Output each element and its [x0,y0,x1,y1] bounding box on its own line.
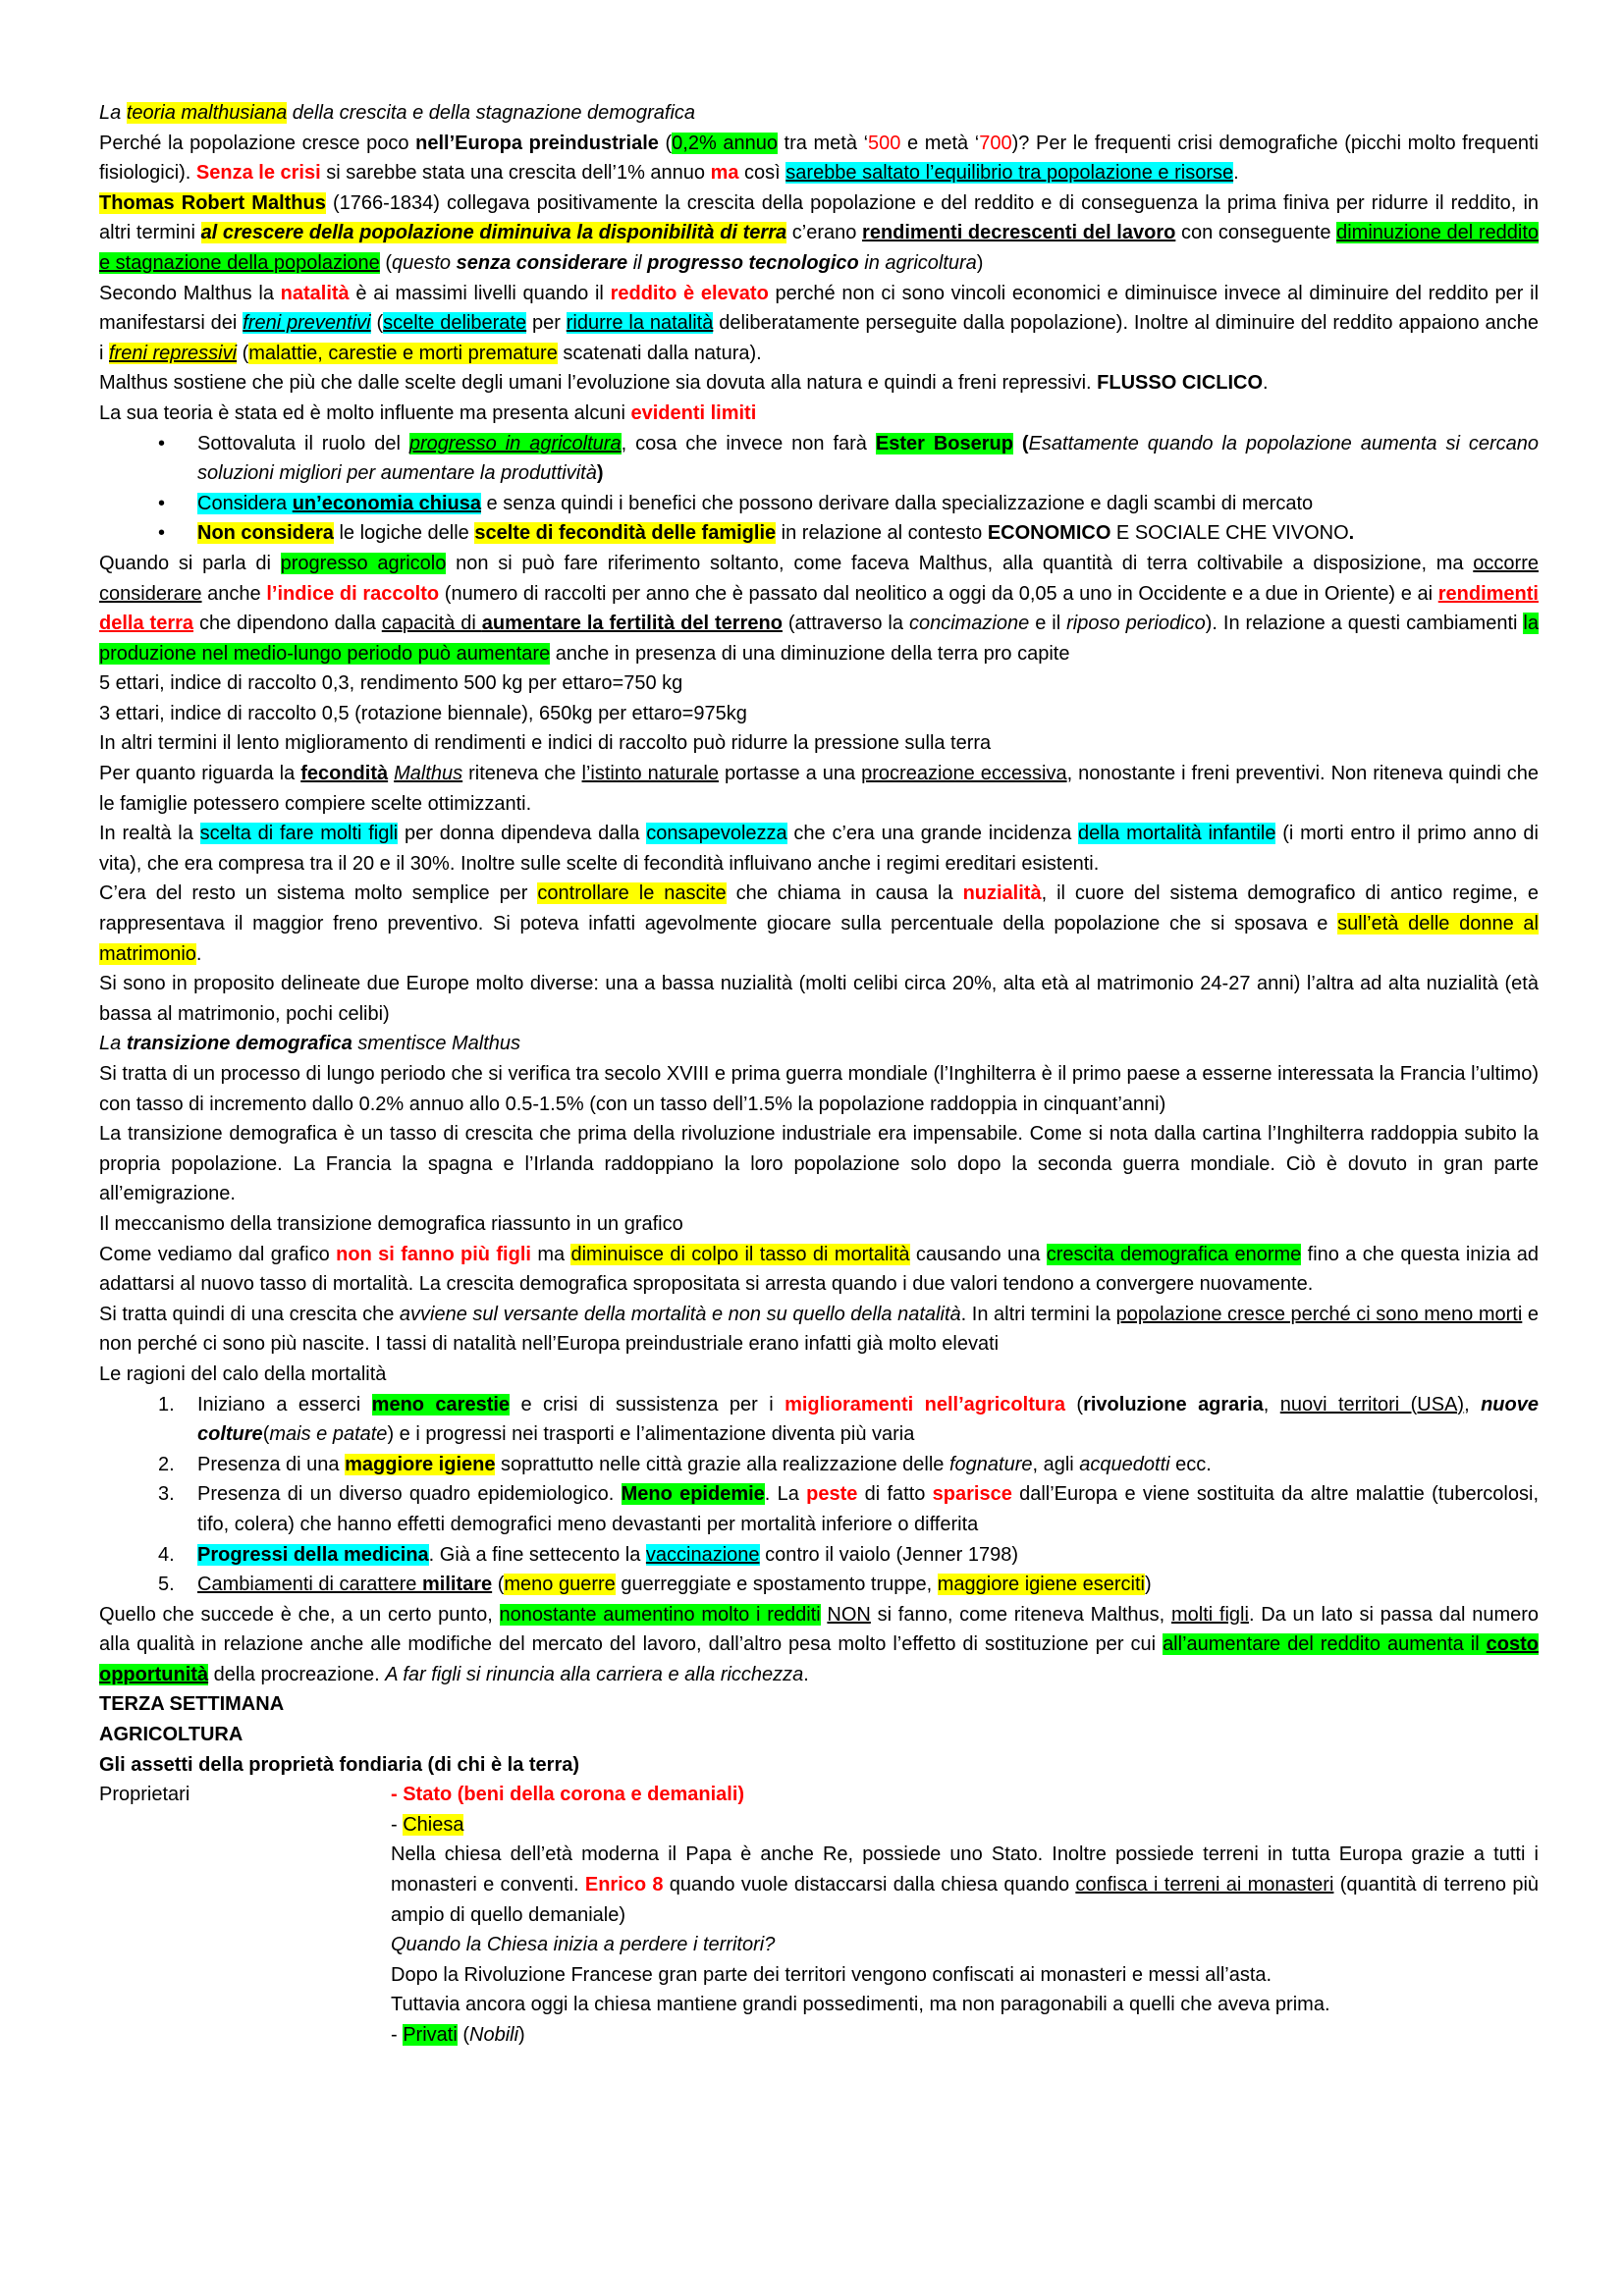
highlighted-text: meno guerre [504,1574,616,1596]
text-run: ) [976,251,984,274]
highlighted-text: costo opportunità [99,1633,1539,1685]
text-run: , nonostante i freni preventivi. Non riteneva quindi che le famiglie potessero compiere scelte ottimizzanti. [99,763,1540,815]
paragraph [99,819,1539,879]
text-run: - Stato (beni della corona e demaniali) [391,1784,745,1806]
text-run: La [99,102,127,124]
text-run: Senza le crisi [195,162,321,185]
item-text [197,489,1539,519]
text-run: Le ragioni del calo della mortalità [99,1362,387,1385]
item-number: 5. [158,1574,175,1596]
paragraph [99,1600,1539,1690]
text-run: ( [237,342,249,364]
text-run: - [391,2024,404,2046]
text-run: ( [379,251,392,274]
highlighted-text: 0,2% annuo [672,132,778,154]
bullet-item [99,518,1539,549]
highlighted-text: la produzione nel medio-lungo periodo può aumentare [99,613,1539,665]
text-run: Come vediamo dal grafico [99,1243,337,1265]
text-run: in agricoltura [858,251,977,274]
text-run: . [1348,522,1355,545]
text-run: si fanno, come riteneva Malthus, [870,1603,1171,1626]
text-run: . Da un lato si passa dal numero alla qualità in relazione anche alle modifiche del mercato del lavoro, dall’altro pesa molto l’effetto di sostituzione per cui [99,1603,1540,1656]
text-run: Nobili [469,2024,519,2046]
text-run: e metà ‘ [900,132,980,154]
text-run: confisca i terreni ai monasteri [1075,1874,1334,1896]
text-run: transizione demografica [126,1033,352,1055]
document-body [99,98,1539,1780]
bullet-item [99,429,1539,489]
numbered-item [99,1479,1539,1539]
highlighted-text: diminuisce di colpo il tasso di mortalità [570,1243,910,1265]
text-run: A far figli si rinuncia alla carriera e alla ricchezza [385,1663,804,1685]
item-text [197,1390,1539,1450]
text-run: NON [827,1603,871,1626]
text-run: concimazione [908,613,1030,635]
highlighted-text: vaccinazione [645,1543,760,1566]
text-run: . Già a fine settecento la [428,1543,646,1566]
text-run: portasse a una [718,763,862,785]
text-run: avviene sul versante della mortalità e non su quello della natalità [399,1303,961,1325]
text-run: In altri termini il lento miglioramento di rendimenti e indici di raccolto può ridurre la pressione sulla terra [99,732,992,755]
paragraph [99,1029,1539,1059]
highlighted-text: malattie, carestie e morti premature [248,342,558,364]
text-run: rivoluzione agraria [1083,1393,1264,1415]
text-run: mais e patate [269,1423,388,1446]
text-run: Iniziano a esserci [197,1393,372,1415]
text-run: Si tratta quindi di una crescita che [99,1303,400,1325]
text-run: l’istinto naturale [581,763,719,785]
ownership-entry [391,1930,1539,1960]
paragraph [99,368,1539,399]
paragraph [99,279,1539,369]
text-run: Si sono in proposito delineate due Europe molto diverse: una a bassa nuzialità (molti celibi circa 20%, alta età al matrimonio 24-27 anni) l’altra ad alta nuzialità (età bassa al matrimonio, pochi celibi) [99,973,1539,1025]
text-run: popolazione cresce perché ci sono meno morti [1115,1303,1523,1325]
text-run: e il [1029,613,1067,635]
text-run: di fatto [857,1483,933,1506]
text-run: l’indice di raccolto [266,582,440,605]
paragraph [99,549,1539,668]
item-number: 1. [158,1393,175,1415]
text-run: . [1233,162,1239,185]
text-run: . [195,942,202,965]
text-run: causando una [909,1243,1047,1265]
ownership-entry [391,1990,1539,2020]
highlighted-text: sull’età delle donne al matrimonio [99,913,1539,965]
text-run: anche in presenza di una diminuzione della terra pro capite [550,642,1070,665]
highlighted-text: progresso agricolo [280,552,447,574]
text-run: nell’Europa preindustriale [415,132,659,154]
text-run: )? Per le frequenti crisi demografiche (picchi molto frequenti fisiologici). [99,132,1539,185]
text-run: in relazione al contesto [776,522,988,545]
paragraph [99,1240,1539,1300]
text-run: Presenza di una [197,1453,346,1475]
text-run: peste [806,1483,858,1506]
bullet-marker: • [158,432,166,454]
highlighted-text: all’aumentare del reddito aumenta il [1163,1633,1487,1656]
text-run: (attraverso la [782,613,909,635]
highlighted-text: Progressi della medicina [197,1543,429,1566]
text-run: che chiama in causa la [726,882,963,905]
text-run: AGRICOLTURA [99,1724,244,1746]
paragraph [99,728,1539,759]
text-run: nuovi territori (USA) [1279,1393,1465,1415]
highlighted-text: maggiore igiene [345,1453,496,1475]
text-run: (quantità di terreno più ampio di quello demaniale) [391,1874,1540,1926]
highlighted-text: scelte deliberate [383,312,527,335]
highlighted-text: teoria malthusiana [126,102,288,124]
text-run: , [1464,1393,1482,1415]
numbered-item [99,1540,1539,1571]
numbered-item [99,1450,1539,1480]
text-run: scatenati dalla natura). [557,342,762,364]
text-run: si sarebbe stata una crescita dell’1% annuo [320,162,711,185]
text-run: contro il vaiolo (Jenner 1798) [759,1543,1019,1566]
text-run: ma [710,162,739,185]
highlighted-text: Non considera [197,522,334,545]
text-run: FLUSSO CICLICO [1097,372,1264,395]
text-run: sparisce [932,1483,1012,1506]
text-run: della crescita e della stagnazione demografica [287,102,696,124]
text-run: (numero di raccolti per anno che è passato dal neolitico a oggi da 0,05 a uno in Occidente e a due in Oriente) e ai [439,582,1438,605]
text-run: (i morti entro il primo anno di vita), che era compresa tra il 20 e il 30%. Inoltre sulle scelte di fecondità influivano anche i regimi ereditari esistenti. [99,823,1539,875]
text-run: Presenza di un diverso quadro epidemiologico. [197,1483,622,1506]
text-run: il [627,251,648,274]
item-text [197,1570,1539,1600]
text-run: Tuttavia ancora oggi la chiesa mantiene grandi possedimenti, ma non paragonabili a quelli che aveva prima. [391,1994,1330,2016]
text-run: Quello che succede è che, a un certo punto, [99,1603,500,1626]
paragraph [99,1750,1539,1781]
text-run: senza considerare [456,251,628,274]
text-run: Enrico 8 [584,1874,664,1896]
paragraph [99,1119,1539,1209]
paragraph [99,879,1539,969]
paragraph [99,1720,1539,1750]
text-run: . La [764,1483,807,1506]
text-run: rendimenti decrescenti del lavoro [862,222,1176,244]
text-run: In realtà la [99,823,200,845]
paragraph [99,1059,1539,1119]
text-run: con conseguente [1175,222,1337,244]
ownership-entry [391,1840,1539,1930]
highlighted-text: meno carestie [371,1393,511,1415]
text-run: ) [596,462,604,485]
numbered-item [99,1570,1539,1600]
highlighted-text: sarebbe saltato l’equilibrio tra popolazione e risorse [785,162,1234,185]
text-run: Gli assetti della proprietà fondiaria (di chi è la terra) [99,1753,580,1776]
text-run: , [1263,1393,1280,1415]
item-text [197,1450,1539,1480]
text-run: ) [518,2024,525,2046]
text-run: ). In relazione a questi cambiamenti [1205,613,1524,635]
text-run: La transizione demografica è un tasso di crescita che prima della rivoluzione industriale era impensabile. Come si nota dalla cartina l’Inghilterra raddoppia subito la propria popolazione. La Francia la spagna e l’Irlanda raddoppiano la loro popolazione solo dopo la seconda guerra mondiale. Ciò è dovuto in gran parte all’emigrazione. [99,1123,1539,1205]
text-run: ( [457,2024,470,2046]
text-run: anche [201,582,267,605]
text-run: ) e i progressi nei trasporti e l’alimentazione diventa più varia [387,1423,915,1446]
text-run: capacità di [381,613,482,635]
text-run: Cambiamenti di carattere [197,1574,422,1596]
ownership-table [99,1780,1539,2050]
bullet-marker: • [158,492,166,514]
text-run: perché non ci sono vincoli economici e diminuisce invece al diminuire del reddito per il manifestarsi dei [99,282,1540,335]
text-run: che dipendono dalla [193,613,382,635]
text-run: Quando si parla di [99,552,281,574]
paragraph [99,399,1539,429]
highlighted-text: al crescere della popolazione diminuiva la disponibilità di terra [200,222,787,244]
text-run: riposo periodico [1066,613,1206,635]
item-text [197,518,1539,549]
text-run: fecondità [300,763,389,785]
text-run: ( [492,1574,505,1596]
ownership-entry [391,1960,1539,1991]
paragraph [99,188,1539,279]
text-run: per donna dipendeva dalla [398,823,647,845]
text-run: che c’era una grande incidenza [786,823,1079,845]
text-run: dall’Europa e viene sostituita da altre malattie (tubercolosi, tifo, colera) che hanno effetti demografici meno devastanti per mortalità inferiore o differita [197,1483,1539,1535]
text-run: ( [1012,432,1029,454]
highlighted-text: Privati [403,2024,458,2046]
highlighted-text: maggiore igiene eserciti [937,1574,1145,1596]
text-run: tra metà ‘ [777,132,869,154]
bullet-marker: • [158,522,166,545]
text-run: Malthus [394,763,463,785]
text-run: ECONOMICO [987,522,1111,545]
highlighted-text: freni repressivi [109,342,238,364]
text-run: TERZA SETTIMANA [99,1693,285,1716]
text-run: occorre considerare [99,552,1539,605]
text-run: Secondo Malthus la [99,282,281,304]
text-run: ( [262,1423,270,1446]
highlighted-text: freni preventivi [243,312,371,335]
text-run: non si fanno più figli [336,1243,531,1265]
text-run: soprattutto nelle città grazie alla realizzazione delle [495,1453,949,1475]
text-run: deliberatamente perseguite dalla popolazione). Inoltre al diminuire del reddito appaiono anche i [99,312,1539,364]
highlighted-text: crescita demografica enorme [1046,1243,1302,1265]
text-run: 700 [979,132,1012,154]
highlighted-text: consapevolezza [646,823,787,845]
text-run: Esattamente quando la popolazione aumenta si cercano soluzioni migliori per aumentare la produttività [197,432,1540,485]
ownership-entry [391,1810,1539,1841]
text-run: ( [370,312,384,335]
item-number: 4. [158,1543,175,1566]
highlighted-text: progresso in agricoltura [408,432,622,454]
text-run: natalità [280,282,350,304]
text-run: evidenti limiti [630,401,757,424]
text-run: miglioramenti nell’agricoltura [785,1393,1065,1415]
text-run: Quando la Chiesa inizia a perdere i territori? [391,1934,776,1956]
item-text [197,1540,1539,1571]
paragraph [99,1209,1539,1240]
text-run: fognature [948,1453,1033,1475]
paragraph [99,969,1539,1029]
text-run: acquedotti [1079,1453,1170,1475]
text-run: questo [392,251,457,274]
paragraph [99,98,1539,129]
text-run: quando vuole distaccarsi dalla chiesa quando [663,1874,1076,1896]
paragraph [99,759,1539,819]
text-run: La [99,1033,127,1055]
highlighted-text: ridurre la natalità [566,312,714,335]
text-run: C’era del resto un sistema molto semplice per [99,882,538,905]
text-run: (1766-1834) collegava positivamente la crescita della popolazione e del reddito e di conseguenza la prima finiva per ridurre il reddito, in altri termini [99,191,1540,244]
item-number: 3. [158,1483,175,1506]
paragraph [99,668,1539,699]
text-run: Il meccanismo della transizione demografica riassunto in un grafico [99,1212,683,1235]
text-run: c’erano [786,222,863,244]
text-run: della procreazione. [208,1663,386,1685]
paragraph [99,129,1539,188]
ownership-entry [391,1780,1539,1810]
text-run: , cosa che invece non farà [621,432,876,454]
text-run: Malthus sostiene che più che dalle scelte degli umani l’evoluzione sia dovuta alla natura e quindi a freni repressivi. [99,372,1098,395]
paragraph [99,1360,1539,1390]
text-run: . [803,1663,809,1685]
highlighted-text: della mortalità infantile [1078,823,1276,845]
text-run: Per quanto riguarda la [99,763,301,785]
highlighted-text: diminuzione del reddito e stagnazione della popolazione [99,222,1539,274]
paragraph [99,699,1539,729]
numbered-item [99,1390,1539,1450]
highlighted-text: Considera [197,492,293,514]
text-run: ecc. [1169,1453,1212,1475]
text-run: progresso tecnologico [647,251,859,274]
text-run: , il cuore del sistema demografico di antico regime, e rappresentava il maggior freno preventivo. Si poteva infatti agevolmente giocare sulla percentuale della popolazione che si sposava e [99,882,1539,935]
text-run: procreazione eccessiva [861,763,1067,785]
text-run: reddito è elevato [610,282,769,304]
item-text [197,429,1539,489]
text-run: 5 ettari, indice di raccolto 0,3, rendimento 500 kg per ettaro=750 kg [99,672,683,695]
text-run: riteneva che [462,763,582,785]
text-run: nuove colture [197,1393,1539,1446]
text-run: La sua teoria è stata ed è molto influente ma presenta alcuni [99,401,631,424]
text-run: non si può fare riferimento soltanto, come faceva Malthus, alla quantità di terra coltivabile a disposizione, ma [446,552,1474,574]
text-run: e senza quindi i benefici che possono derivare dalla specializzazione e dagli scambi di mercato [480,492,1314,514]
text-run: Nella chiesa dell’età moderna il Papa è anche Re, possiede uno Stato. Inoltre possiede terreni in tutta Europa grazie a tutti i monasteri e conventi. [391,1843,1539,1896]
text-run: 3 ettari, indice di raccolto 0,5 (rotazione biennale), 650kg per ettaro=975kg [99,702,747,724]
paragraph [99,1300,1539,1360]
highlighted-text: Ester Boserup [875,432,1013,454]
highlighted-text: scelte di fecondità delle famiglie [474,522,777,545]
text-run: ) [1145,1574,1152,1596]
paragraph [99,1689,1539,1720]
text-run: fino a che questa inizia ad adattarsi al nuovo tasso di mortalità. La crescita demografica spropositata si arresta quando i due valori tendono a convergere nuovamente. [99,1243,1540,1296]
text-run: E SOCIALE CHE VIVONO [1110,522,1349,545]
text-run: Sottovaluta il ruolo del [197,432,409,454]
text-run: nuzialità [962,882,1042,905]
text-run: e non perché ci sono più nascite. I tassi di natalità nell’Europa preindustriale erano infatti già molto elevati [99,1303,1540,1356]
highlighted-text: nonostante aumentino molto i redditi [499,1603,821,1626]
text-run: . In altri termini la [960,1303,1116,1325]
text-run: smentisce Malthus [352,1033,521,1055]
text-run: così [738,162,786,185]
item-text [197,1479,1539,1539]
highlighted-text: Meno epidemie [621,1483,765,1506]
text-run: rendimenti della terra [99,582,1539,635]
text-run: ( [658,132,673,154]
text-run: - [391,1813,404,1836]
bullet-item [99,489,1539,519]
text-run: Si tratta di un processo di lungo periodo che si verifica tra secolo XVIII e prima guerra mondiale (l’Inghilterra è il primo paese a esserne interessata la Francia l’ultimo) con tasso di incremento dallo 0.2% annuo allo 0.5-1.5% (con un tasso dell’1.5% la popolazione raddoppia in cinquant’anni) [99,1063,1539,1115]
highlighted-text: Chiesa [403,1813,464,1836]
highlighted-text: un’economia chiusa [292,492,481,514]
item-number: 2. [158,1453,175,1475]
text-run: ma [530,1243,571,1265]
text-run: Dopo la Rivoluzione Francese gran parte dei territori vengono confiscati ai monasteri e messi all’asta. [391,1963,1272,1986]
text-run: ( [1064,1393,1084,1415]
text-run: aumentare la fertilità del terreno [481,613,783,635]
text-run: militare [421,1574,493,1596]
text-run: per [526,312,567,335]
text-run: Perché la popolazione cresce poco [99,132,416,154]
highlighted-text: scelta di fare molti figli [199,823,399,845]
text-run: . [1263,372,1269,395]
ownership-label: Proprietari [99,1784,190,1806]
ownership-entries [391,1780,1539,2050]
text-run: molti figli [1170,1603,1249,1626]
text-run: le logiche delle [333,522,475,545]
text-run: , agli [1032,1453,1080,1475]
highlighted-text: controllare le nascite [537,882,727,905]
text-run: è ai massimi livelli quando il [349,282,611,304]
text-run: guerreggiate e spostamento truppe, [615,1574,938,1596]
text-run: e crisi di sussistenza per i [510,1393,785,1415]
text-run: 500 [868,132,901,154]
highlighted-text: Thomas Robert Malthus [99,191,326,214]
ownership-entry [391,2020,1539,2051]
